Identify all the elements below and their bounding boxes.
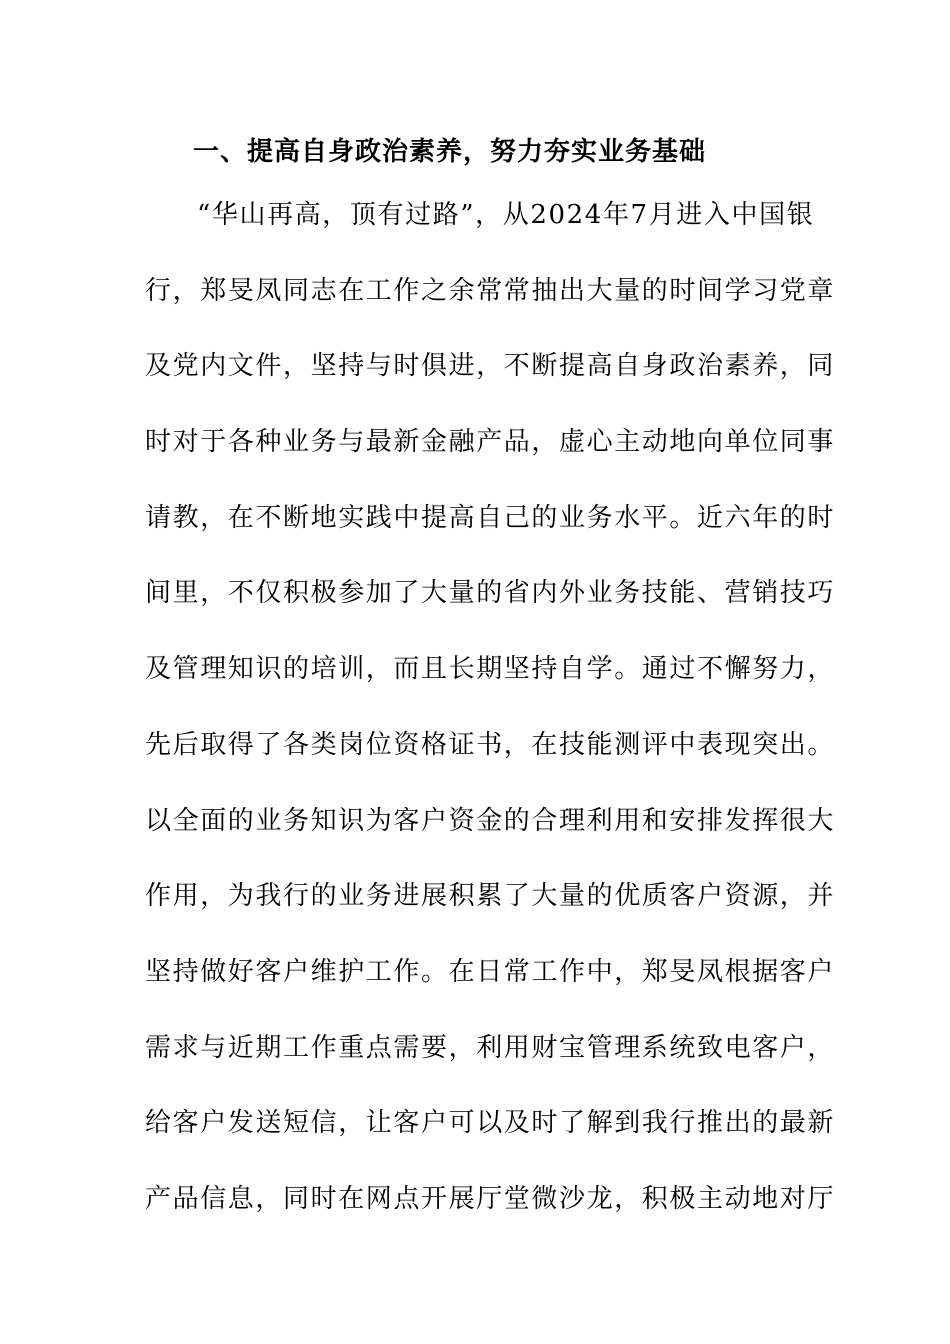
text-line: 坚持做好客户维护工作。在日常工作中，郑旻凤根据客户 — [145, 956, 836, 987]
text-line: 及管理知识的培训，而且长期坚持自学。通过不懈努力， — [145, 654, 836, 685]
text-line: 时对于各种业务与最新金融产品，虚心主动地向单位同事 — [145, 427, 836, 458]
section-heading: 一、提高自身政治素养，努力夯实业务基础 — [193, 137, 707, 167]
body-paragraph — [145, 195, 836, 1255]
text-line: 行，郑旻凤同志在工作之余常常抽出大量的时间学习党章 — [145, 275, 836, 306]
text-line: 作用，为我行的业务进展积累了大量的优质客户资源，并 — [145, 881, 836, 912]
text-line: 产品信息，同时在网点开展厅堂微沙龙，积极主动地对厅 — [145, 1183, 836, 1214]
text-line: 及党内文件，坚持与时俱进，不断提高自身政治素养，同 — [145, 351, 836, 382]
text-line: 先后取得了各类岗位资格证书，在技能测评中表现突出。 — [145, 729, 836, 760]
text-line: 需求与近期工作重点需要，利用财宝管理系统致电客户， — [145, 1032, 836, 1063]
text-line: 给客户发送短信，让客户可以及时了解到我行推出的最新 — [145, 1108, 836, 1139]
text-line: 间里，不仅积极参加了大量的省内外业务技能、营销技巧 — [145, 578, 836, 609]
text-line: “华山再高，顶有过路”，从2024年7月进入中国银 — [197, 200, 815, 230]
text-line: 请教，在不断地实践中提高自己的业务水平。近六年的时 — [145, 502, 836, 533]
text-line: 以全面的业务知识为客户资金的合理利用和安排发挥很大 — [145, 805, 836, 836]
